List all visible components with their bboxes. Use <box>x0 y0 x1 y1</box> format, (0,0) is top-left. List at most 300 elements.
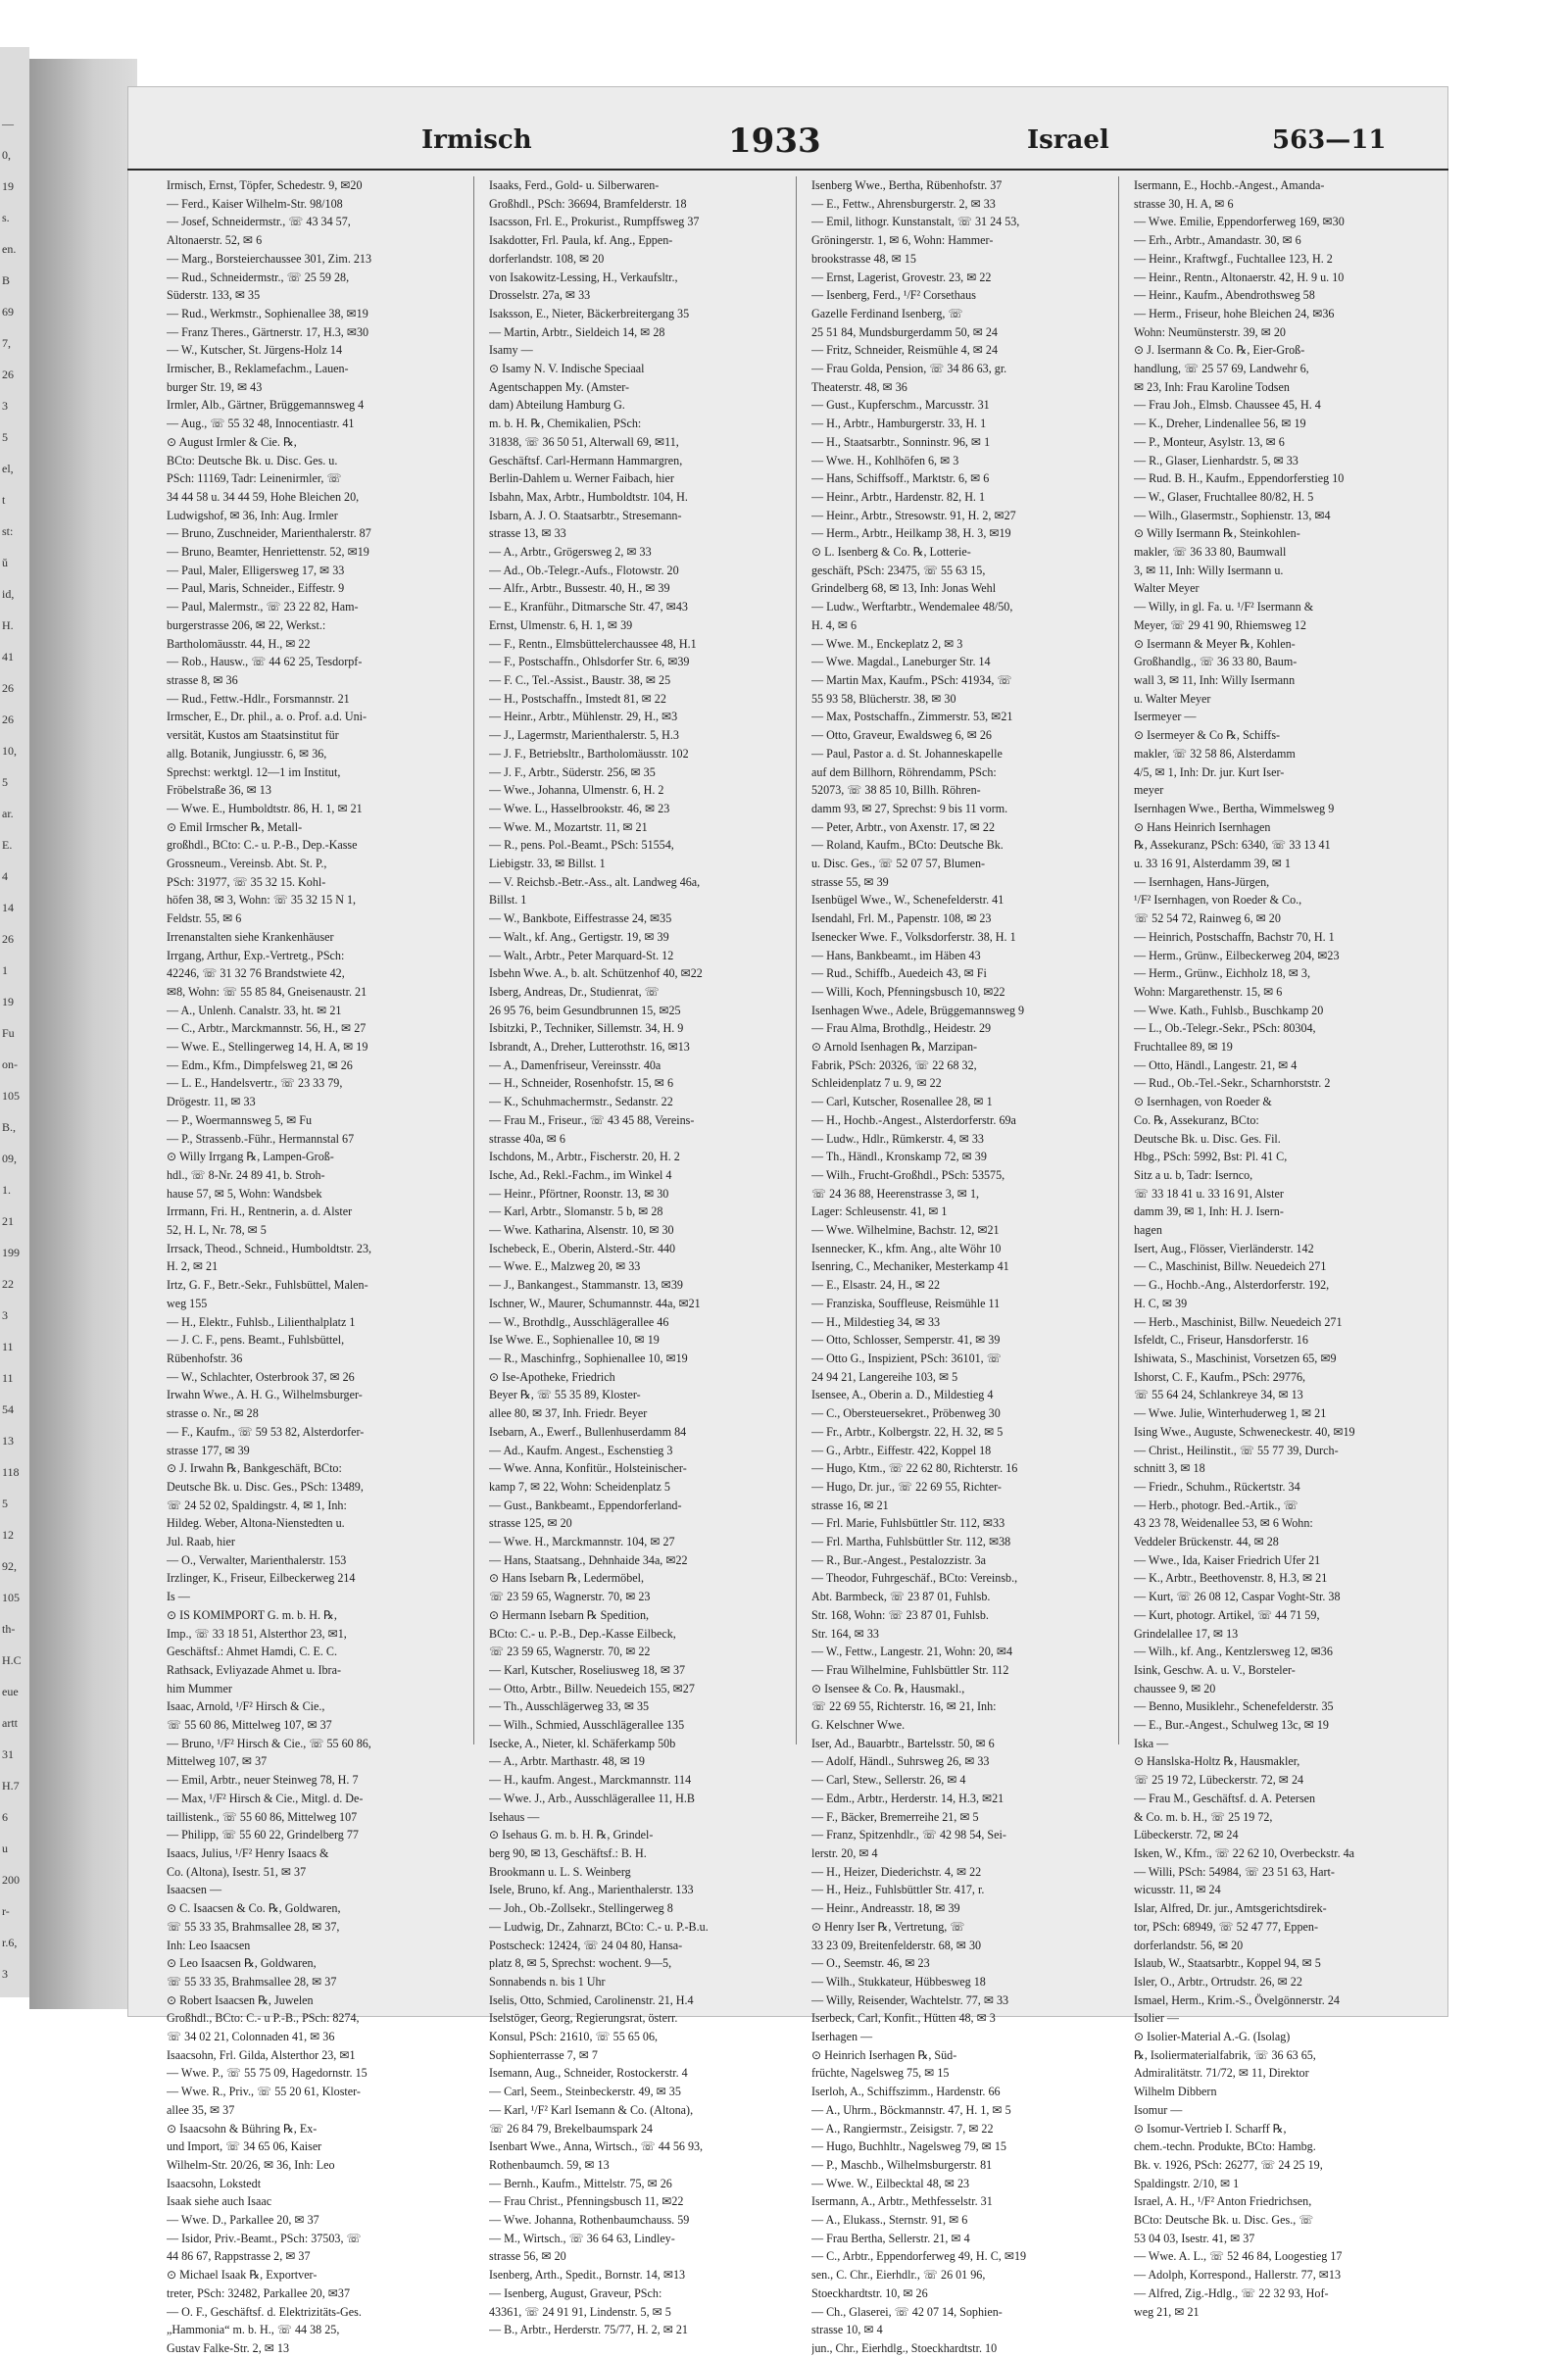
directory-entry-line: Isennecker, K., kfm. Ang., alte Wöhr 10 <box>811 1241 1002 1255</box>
directory-entry-line: Irrmann, Fri. H., Rentnerin, a. d. Alster <box>167 1204 353 1219</box>
previous-page-fragment: 09, <box>2 1152 17 1165</box>
directory-entry-line: chem.-techn. Produkte, BCto: Hambg. <box>1134 2139 1316 2154</box>
directory-entry-line: — Heinr., Kaufm., Abendrothsweg 58 <box>1134 288 1315 303</box>
directory-entry-line: — Wwe. Katharina, Alsenstr. 10, ✉ 30 <box>489 1223 674 1238</box>
directory-entry-line: — Wilh., Glasermstr., Sophienstr. 13, ✉4 <box>1134 508 1331 522</box>
directory-entry-line: — Herm., Friseur, hohe Bleichen 24, ✉36 <box>1134 306 1335 320</box>
directory-entry-line: Walter Meyer <box>1134 581 1200 596</box>
directory-entry-line: ℞, Assekuranz, PSch: 6340, ☏ 33 13 41 <box>1134 838 1331 853</box>
directory-entry-line: makler, ☏ 36 33 80, Baumwall <box>1134 545 1287 560</box>
directory-entry-line: — Otto, Händl., Langestr. 21, ✉ 4 <box>1134 1057 1298 1072</box>
directory-entry-line: ☏ 22 69 55, Richterstr. 16, ✉ 21, Inh: <box>811 1699 997 1714</box>
directory-entry-line: — Adolph, Korrespond., Hallerstr. 77, ✉13 <box>1134 2268 1342 2283</box>
directory-entry-line: — Karl, Kutscher, Roseliusweg 18, ✉ 37 <box>489 1662 686 1677</box>
directory-entry-line: — Herm., Grünw., Eilbeckerweg 204, ✉23 <box>1134 948 1340 962</box>
directory-entry-line: — Max, Postschaffn., Zimmerstr. 53, ✉21 <box>811 710 1013 724</box>
directory-entry-line: — Heinr., Pförtner, Roonstr. 13, ✉ 30 <box>489 1186 669 1201</box>
directory-entry-line: 3, ✉ 11, Inh: Willy Isermann u. <box>1134 563 1284 577</box>
directory-entry-line: versität, Kustos am Staatsinstitut für <box>167 728 339 743</box>
directory-entry-line: 42246, ☏ 31 32 76 Brandstwiete 42, <box>167 966 345 981</box>
directory-entry-line: Isolier — <box>1134 2011 1180 2026</box>
column-divider <box>473 176 474 1744</box>
directory-entry-line: — Wilh., Stukkateur, Hübbesweg 18 <box>811 1974 986 1989</box>
directory-entry-line: ⊙ L. Isenberg & Co. ℞, Lotterie- <box>811 545 971 560</box>
directory-entry-line: meyer <box>1134 783 1164 798</box>
directory-entry-line: — Herb., Maschinist, Billw. Neuedeich 271 <box>1134 1314 1343 1329</box>
previous-page-fragment: on- <box>2 1057 18 1071</box>
directory-entry-line: Stoeckhardtstr. 10, ✉ 26 <box>811 2285 928 2300</box>
directory-entry-line: Süderstr. 133, ✉ 35 <box>167 288 261 303</box>
directory-entry-line: — K., Dreher, Lindenallee 56, ✉ 19 <box>1134 417 1306 431</box>
directory-entry-line: Ising Wwe., Auguste, Schweneckestr. 40, ✉19 <box>1134 1424 1355 1439</box>
directory-entry-line: — Edm., Kfm., Dimpfelsweg 21, ✉ 26 <box>167 1057 353 1072</box>
directory-entry-line: — A., Uhrm., Böckmannstr. 47, H. 1, ✉ 5 <box>811 2102 1011 2117</box>
previous-page-fragment: 19 <box>2 995 14 1008</box>
directory-entry-line: ☏ 23 59 65, Wagnerstr. 70, ✉ 23 <box>489 1590 651 1604</box>
directory-entry-line: Isaacsohn, Frl. Gilda, Alsterthor 23, ✉1 <box>167 2047 356 2062</box>
directory-entry-line: — Bernh., Kaufm., Mittelstr. 75, ✉ 26 <box>489 2176 672 2190</box>
directory-entry-line: Irrgang, Arthur, Exp.-Vertretg., PSch: <box>167 948 345 962</box>
directory-entry-line: Grossneum., Vereinsb. Abt. St. P., <box>167 857 327 871</box>
column-divider <box>796 176 797 1744</box>
directory-entry-line: — Willi, Koch, Pfenningsbusch 10, ✉22 <box>811 984 1005 999</box>
directory-entry-line: Sophienterrasse 7, ✉ 7 <box>489 2047 598 2062</box>
directory-entry-line: Ischebeck, E., Oberin, Alsterd.-Str. 440 <box>489 1241 676 1255</box>
directory-entry-line: — J., Bankangest., Stammanstr. 13, ✉39 <box>489 1278 683 1293</box>
directory-entry-line: Islar, Alfred, Dr. jur., Amtsgerichtsdirek- <box>1134 1901 1327 1916</box>
directory-entry-line: Is — <box>167 1590 190 1604</box>
previous-page-fragment: 26 <box>2 368 14 381</box>
directory-entry-line: Gazelle Ferdinand Isenberg, ☏ <box>811 306 963 320</box>
directory-entry-line: ☏ 55 33 35, Brahmsallee 28, ✉ 37 <box>167 1974 337 1989</box>
directory-entry-line: 55 93 58, Blücherstr. 38, ✉ 30 <box>811 691 956 706</box>
directory-entry-line: u. 33 16 91, Alsterdamm 39, ✉ 1 <box>1134 857 1291 871</box>
previous-page-fragment: H.C <box>2 1653 22 1667</box>
directory-entry-line: strasse 16, ✉ 21 <box>811 1498 889 1512</box>
directory-entry-line: Isaak siehe auch Isaac <box>167 2194 272 2209</box>
previous-page-fragment: 26 <box>2 932 14 946</box>
column-1 <box>167 176 462 2358</box>
directory-entry-line: Meyer, ☏ 29 41 90, Rhiemsweg 12 <box>1134 617 1306 632</box>
directory-entry-line: Gustav Falke-Str. 2, ✉ 13 <box>167 2340 290 2355</box>
directory-entry-line: weg 155 <box>167 1296 208 1310</box>
directory-entry-line: — Willy, in gl. Fa. u. ¹/F² Isermann & <box>1134 600 1314 614</box>
directory-entry-line: Co. (Altona), Isestr. 51, ✉ 37 <box>167 1864 307 1879</box>
directory-entry-line: Isberg, Andreas, Dr., Studienrat, ☏ <box>489 984 660 999</box>
directory-entry-line: — Paul, Maler, Elligersweg 17, ✉ 33 <box>167 563 345 577</box>
directory-entry-line: — Wwe. E., Stellingerweg 14, H. A, ✉ 19 <box>167 1040 368 1055</box>
directory-entry-line: H. C, ✉ 39 <box>1134 1296 1188 1310</box>
header-last-name: Israel <box>1027 125 1109 155</box>
header-first-name: Irmisch <box>421 125 532 155</box>
directory-entry-line: — Max, ¹/F² Hirsch & Cie., Mitgl. d. De- <box>167 1791 364 1805</box>
directory-entry-line: — C., Maschinist, Billw. Neuedeich 271 <box>1134 1259 1327 1274</box>
directory-entry-line: Isenberg Wwe., Bertha, Rübenhofstr. 37 <box>811 178 1003 192</box>
directory-entry-line: — Paul, Malermstr., ☏ 23 22 82, Ham- <box>167 600 359 614</box>
directory-entry-line: — J. C. F., pens. Beamt., Fuhlsbüttel, <box>167 1333 345 1348</box>
directory-entry-line: burgerstrasse 206, ✉ 22, Werkst.: <box>167 617 326 632</box>
directory-entry-line: — E., Bur.-Angest., Schulweg 13c, ✉ 19 <box>1134 1718 1329 1733</box>
directory-entry-line: — Friedr., Schuhm., Rückertstr. 34 <box>1134 1479 1300 1494</box>
directory-entry-line: Ludwigshof, ✉ 36, Inh: Aug. Irmler <box>167 508 338 522</box>
directory-entry-line: 43361, ☏ 24 91 91, Lindenstr. 5, ✉ 5 <box>489 2304 671 2319</box>
directory-entry-line: hause 57, ✉ 5, Wohn: Wandsbek <box>167 1186 322 1201</box>
previous-page-fragment: 1. <box>2 1183 11 1197</box>
directory-entry-line: — Bruno, Zuschneider, Marienthalerstr. 87 <box>167 526 371 541</box>
directory-entry-line: — Carl, Kutscher, Rosenallee 28, ✉ 1 <box>811 1095 993 1109</box>
directory-entry-line: — Herm., Grünw., Eichholz 18, ✉ 3, <box>1134 966 1310 981</box>
previous-page-fragment: 118 <box>2 1465 20 1479</box>
directory-entry-line: — Bruno, Beamter, Henriettenstr. 52, ✉19 <box>167 545 369 560</box>
directory-entry-line: Isbrandt, A., Dreher, Lutterothstr. 16, ✉13 <box>489 1040 690 1055</box>
directory-entry-line: Großhdl., PSch: 36694, Bramfelderstr. 18 <box>489 196 687 211</box>
directory-entry-line: Isenbügel Wwe., W., Schenefelderstr. 41 <box>811 893 1004 908</box>
directory-entry-line: — Wwe. R., Priv., ☏ 55 20 61, Kloster- <box>167 2085 361 2099</box>
directory-entry-line: — Otto, Schlosser, Semperstr. 41, ✉ 39 <box>811 1333 1001 1348</box>
directory-entry-line: — Heinr., Arbtr., Mühlenstr. 29, H., ✉3 <box>489 710 678 724</box>
directory-entry-line: — J., Lagermstr, Marienthalerstr. 5, H.3 <box>489 728 679 743</box>
directory-entry-line: Isler, O., Arbtr., Ortrudstr. 26, ✉ 22 <box>1134 1974 1302 1989</box>
directory-entry-line: Drögestr. 11, ✉ 33 <box>167 1095 256 1109</box>
directory-entry-line: — Wwe. E., Humboldtstr. 86, H. 1, ✉ 21 <box>167 801 363 815</box>
directory-entry-line: — Rob., Hausw., ☏ 44 62 25, Tesdorpf- <box>167 655 363 669</box>
header-year: 1933 <box>728 122 821 161</box>
directory-entry-line: — Hans, Bankbeamt., im Häben 43 <box>811 948 981 962</box>
directory-entry-line: ✉8, Wohn: ☏ 55 85 84, Gneisenaustr. 21 <box>167 984 368 999</box>
directory-entry-line: strasse 40a, ✉ 6 <box>489 1131 565 1146</box>
directory-entry-line: — A., Arbtr. Marthastr. 48, ✉ 19 <box>489 1754 645 1769</box>
directory-entry-line: Islaub, W., Staatsarbtr., Koppel 94, ✉ 5 <box>1134 1956 1321 1971</box>
directory-entry-line: — Heinr., Arbtr., Hardenstr. 82, H. 1 <box>811 489 986 504</box>
previous-page-fragment: r.6, <box>2 1936 18 1949</box>
directory-entry-line: Ernst, Ulmenstr. 6, H. 1, ✉ 39 <box>489 617 633 632</box>
directory-entry-line: — W., Glaser, Fruchtallee 80/82, H. 5 <box>1134 489 1314 504</box>
directory-entry-line: — W., Schlachter, Osterbrook 37, ✉ 26 <box>167 1369 355 1384</box>
directory-entry-line: burger Str. 19, ✉ 43 <box>167 379 263 394</box>
directory-entry-line: G. Kelschner Wwe. <box>811 1718 906 1733</box>
directory-entry-line: — H., Arbtr., Hamburgerstr. 33, H. 1 <box>811 417 987 431</box>
directory-entry-line: Isenecker Wwe. F., Volksdorferstr. 38, H. 1 <box>811 929 1016 944</box>
directory-entry-line: — E., Fettw., Ahrensburgerstr. 2, ✉ 33 <box>811 196 996 211</box>
directory-entry-line: — K., Schuhmachermstr., Sedanstr. 22 <box>489 1095 673 1109</box>
directory-entry-line: — Fr., Arbtr., Kolbergstr. 22, H. 32, ✉ 5 <box>811 1424 1004 1439</box>
directory-entry-line: Isakdotter, Frl. Paula, kf. Ang., Eppen- <box>489 233 673 248</box>
directory-entry-line: wall 3, ✉ 11, Inh: Willy Isermann <box>1134 672 1296 687</box>
directory-entry-line: — M., Wirtsch., ☏ 36 64 63, Lindley- <box>489 2231 675 2245</box>
directory-entry-line: Admiralitätstr. 71/72, ✉ 11, Direktor <box>1134 2066 1309 2081</box>
directory-entry-line: — Wwe. Wilhelmine, Bachstr. 12, ✉21 <box>811 1223 1000 1238</box>
directory-entry-line: — Isernhagen, Hans-Jürgen, <box>1134 874 1270 889</box>
directory-entry-line: — Gust., Bankbeamt., Eppendorferland- <box>489 1498 682 1512</box>
directory-entry-line: — Rud., Ob.-Tel.-Sekr., Scharnhorststr. 2 <box>1134 1076 1331 1091</box>
directory-entry-line: — Heinrich, Postschaffn, Bachstr 70, H. 1 <box>1134 929 1335 944</box>
previous-page-fragment: Fu <box>2 1026 15 1040</box>
directory-entry-line: — K., Arbtr., Beethovenstr. 8, H.3, ✉ 21 <box>1134 1571 1328 1586</box>
page-number: 563—11 <box>1272 125 1387 155</box>
directory-entry-line: — Wwe. Johanna, Rothenbaumchauss. 59 <box>489 2213 690 2228</box>
directory-entry-line: — Frau Christ., Pfenningsbusch 11, ✉22 <box>489 2194 684 2209</box>
directory-entry-line: ⊙ Isamy N. V. Indische Speciaal <box>489 362 645 376</box>
previous-page-fragment: 6 <box>2 1810 8 1824</box>
directory-entry-line: lerstr. 20, ✉ 4 <box>811 1845 878 1860</box>
directory-entry-line: Isenbart Wwe., Anna, Wirtsch., ☏ 44 56 93, <box>489 2139 704 2154</box>
directory-entry-line: — Adolf, Händl., Suhrsweg 26, ✉ 33 <box>811 1754 990 1769</box>
directory-entry-line: — L., Ob.-Telegr.-Sekr., PSch: 80304, <box>1134 1021 1316 1036</box>
directory-entry-line: Jul. Raab, hier <box>167 1535 235 1549</box>
directory-entry-line: Str. 164, ✉ 33 <box>811 1626 879 1641</box>
directory-entry-line: — Wilh., Schmied, Ausschlägerallee 135 <box>489 1718 685 1733</box>
directory-entry-line: ⊙ Isehaus G. m. b. H. ℞, Grindel- <box>489 1828 654 1842</box>
directory-entry-line: — B., Arbtr., Herderstr. 75/77, H. 2, ✉ 21 <box>489 2323 688 2337</box>
directory-entry-line: Rothenbaumch. 59, ✉ 13 <box>489 2157 610 2172</box>
directory-entry-line: — Herm., Arbtr., Heilkamp 38, H. 3, ✉19 <box>811 526 1011 541</box>
directory-entry-line: — Ludw., Werftarbtr., Wendemalee 48/50, <box>811 600 1013 614</box>
directory-entry-line: — Isenberg, Ferd., ¹/F² Corsethaus <box>811 288 976 303</box>
directory-entry-line: allg. Botanik, Jungiusstr. 6, ✉ 36, <box>167 746 327 761</box>
directory-entry-line: — Th., Händl., Kronskamp 72, ✉ 39 <box>811 1150 987 1164</box>
previous-page-fragment: 69 <box>2 305 14 319</box>
directory-entry-line: Ishiwata, S., Maschinist, Vorsetzen 65, ✉9 <box>1134 1351 1337 1365</box>
directory-entry-line: — F., Bäcker, Bremerreihe 21, ✉ 5 <box>811 1809 979 1824</box>
directory-entry-line: weg 21, ✉ 21 <box>1134 2304 1200 2319</box>
directory-entry-line: ☏ 52 54 72, Rainweg 6, ✉ 20 <box>1134 911 1281 926</box>
directory-entry-line: — R., Bur.-Angest., Pestalozzistr. 3a <box>811 1552 987 1567</box>
directory-entry-line: Geschäftsf. Carl-Hermann Hammargren, <box>489 453 683 467</box>
directory-entry-line: ⊙ Isermeyer & Co ℞, Schiffs- <box>1134 728 1281 743</box>
directory-entry-line: — Frl. Marie, Fuhlsbüttler Str. 112, ✉33 <box>811 1516 1005 1531</box>
directory-entry-line: — Wwe. H., Kohlhöfen 6, ✉ 3 <box>811 453 959 467</box>
directory-entry-line: Liebigstr. 33, ✉ Billst. 1 <box>489 857 606 871</box>
previous-page-fragment: 3 <box>2 399 8 413</box>
directory-entry-line: Ischdons, M., Arbtr., Fischerstr. 20, H. 2 <box>489 1150 680 1164</box>
directory-entry-line: ☏ 33 18 41 u. 33 16 91, Alster <box>1134 1186 1284 1201</box>
directory-entry-line: von Isakowitz-Lessing, H., Verkaufsltr., <box>489 270 678 284</box>
directory-entry-line: Isecke, A., Nieter, kl. Schäferkamp 50b <box>489 1736 676 1750</box>
directory-entry-line: — O., Verwalter, Marienthalerstr. 153 <box>167 1552 347 1567</box>
directory-entry-line: H. 2, ✉ 21 <box>167 1259 219 1274</box>
directory-entry-line: makler, ☏ 32 58 86, Alsterdamm <box>1134 746 1296 761</box>
previous-page-fragment: 11 <box>2 1340 14 1353</box>
directory-entry-line: ⊙ Michael Isaak ℞, Exportver- <box>167 2268 318 2283</box>
directory-entry-line: ⊙ Isermann & Meyer ℞, Kohlen- <box>1134 636 1296 651</box>
directory-entry-line: — H., Heizer, Diederichstr. 4, ✉ 22 <box>811 1864 982 1879</box>
directory-entry-line: — O., Seemstr. 46, ✉ 23 <box>811 1956 930 1971</box>
directory-entry-line: Wohn: Margarethenstr. 15, ✉ 6 <box>1134 984 1283 999</box>
directory-entry-line: strasse 30, H. A, ✉ 6 <box>1134 196 1234 211</box>
directory-entry-line: damm 93, ✉ 27, Sprechst: 9 bis 11 vorm. <box>811 801 1008 815</box>
directory-entry-line: ⊙ Hermann Isebarn ℞ Spedition, <box>489 1607 650 1622</box>
directory-entry-line: 34 44 58 u. 34 44 59, Hohe Bleichen 20, <box>167 489 360 504</box>
directory-entry-line: Isacsson, Frl. E., Prokurist., Rumpffsweg 37 <box>489 215 700 229</box>
directory-entry-line: Irwahn Wwe., A. H. G., Wilhelmsburger- <box>167 1388 363 1402</box>
directory-entry-line: ⊙ Willy Isermann ℞, Steinkohlen- <box>1134 526 1300 541</box>
directory-entry-line: — H., Staatsarbtr., Sonninstr. 96, ✉ 1 <box>811 434 991 449</box>
directory-entry-line: — Otto, Graveur, Ewaldsweg 6, ✉ 26 <box>811 728 992 743</box>
directory-entry-line: Mittelweg 107, ✉ 37 <box>167 1754 268 1769</box>
previous-page-fragment: t <box>2 493 6 507</box>
previous-page-fragment: 21 <box>2 1214 14 1228</box>
book-gutter <box>29 59 137 2009</box>
directory-entry-line: Spaldingstr. 2/10, ✉ 1 <box>1134 2176 1240 2190</box>
directory-entry-line: Isert, Aug., Flösser, Vierländerstr. 142 <box>1134 1241 1314 1255</box>
directory-entry-line: — H., Elektr., Fuhlsb., Lilienthalplatz 1 <box>167 1314 356 1329</box>
directory-entry-line: hdl., ☏ 8-Nr. 24 89 41, b. Stroh- <box>167 1167 325 1182</box>
directory-entry-line: — H., Mildestieg 34, ✉ 33 <box>811 1314 941 1329</box>
directory-entry-line: — Emil, Arbtr., neuer Steinweg 78, H. 7 <box>167 1773 359 1788</box>
directory-entry-line: Sitz a u. b, Tadr: Isernco, <box>1134 1167 1253 1182</box>
directory-entry-line: Deutsche Bk. u. Disc. Ges., PSch: 13489, <box>167 1479 364 1494</box>
directory-entry-line: — Rud., Werkmstr., Sophienallee 38, ✉19 <box>167 306 368 320</box>
directory-entry-line: ☏ 55 64 24, Schlankreye 34, ✉ 13 <box>1134 1388 1303 1402</box>
directory-entry-line: — J. F., Arbtr., Süderstr. 256, ✉ 35 <box>489 764 656 779</box>
directory-entry-line: — Isidor, Priv.-Beamt., PSch: 37503, ☏ <box>167 2231 362 2245</box>
directory-entry-line: Altonaerstr. 52, ✉ 6 <box>167 233 263 248</box>
directory-entry-line: Iserloh, A., Schiffszimm., Hardenstr. 66 <box>811 2085 1001 2099</box>
directory-entry-line: — Wilh., kf. Ang., Kentzlersweg 12, ✉36 <box>1134 1645 1333 1659</box>
directory-entry-line: — R., Glaser, Lienhardstr. 5, ✉ 33 <box>1134 453 1298 467</box>
directory-entry-line: ⊙ Leo Isaacsen ℞, Goldwaren, <box>167 1956 317 1971</box>
directory-entry-line: wicusstr. 11, ✉ 24 <box>1134 1883 1221 1897</box>
directory-entry-line: auf dem Billhorn, Röhrendamm, PSch: <box>811 764 997 779</box>
directory-entry-line: ⊙ Hans Isebarn ℞, Ledermöbel, <box>489 1571 644 1586</box>
directory-entry-line: — G., Hochb.-Ang., Alsterdorferstr. 192, <box>1134 1278 1330 1293</box>
previous-page-fragment: 26 <box>2 712 14 726</box>
directory-entry-line: ⊙ Willy Irrgang ℞, Lampen-Groß- <box>167 1150 334 1164</box>
directory-entry-line: Ische, Ad., Rekl.-Fachm., im Winkel 4 <box>489 1167 672 1182</box>
previous-page-fragment: th- <box>2 1622 16 1636</box>
directory-entry-line: 25 51 84, Mundsburgerdamm 50, ✉ 24 <box>811 324 998 339</box>
directory-entry-line: Isaaks, Ferd., Gold- u. Silberwaren- <box>489 178 660 192</box>
directory-entry-line: — Philipp, ☏ 55 60 22, Grindelberg 77 <box>167 1828 359 1842</box>
directory-entry-line: höfen 38, ✉ 3, Wohn: ☏ 35 32 15 N 1, <box>167 893 357 908</box>
directory-entry-line: ⊙ Emil Irmscher ℞, Metall- <box>167 819 303 834</box>
directory-entry-line: — P., Strassenb.-Führ., Hermannstal 67 <box>167 1131 355 1146</box>
directory-entry-line: — F., Kaufm., ☏ 59 53 82, Alsterdorfer- <box>167 1424 365 1439</box>
column-2 <box>489 176 784 2339</box>
directory-entry-line: Ischner, W., Maurer, Schumannstr. 44a, ✉21 <box>489 1296 701 1310</box>
directory-entry-line: Lager: Schleusenstr. 41, ✉ 1 <box>811 1204 948 1219</box>
directory-entry-line: geschäft, PSch: 23475, ☏ 55 63 15, <box>811 563 986 577</box>
directory-entry-line: Ismael, Herm., Krim.-S., Övelgönnerstr. 24 <box>1134 1992 1340 2007</box>
directory-entry-line: ⊙ Arnold Isenhagen ℞, Marzipan- <box>811 1040 978 1055</box>
directory-entry-line: Isendahl, Frl. M., Papenstr. 108, ✉ 23 <box>811 911 992 926</box>
directory-entry-line: — W., Fettw., Langestr. 21, Wohn: 20, ✉4 <box>811 1645 1013 1659</box>
directory-entry-line: — G., Arbtr., Eiffestr. 422, Koppel 18 <box>811 1443 992 1457</box>
directory-entry-line: — Frau Joh., Elmsb. Chaussee 45, H. 4 <box>1134 398 1321 413</box>
header-rule <box>127 169 1448 171</box>
directory-entry-line: Isken, W., Kfm., ☏ 22 62 10, Overbeckstr. 4a <box>1134 1845 1355 1860</box>
directory-entry-line: — Otto G., Inspizient, PSch: 36101, ☏ <box>811 1351 1002 1365</box>
directory-entry-line: — W., Bankbote, Eiffestrasse 24, ✉35 <box>489 911 672 926</box>
directory-entry-line: — Isenberg, August, Graveur, PSch: <box>489 2285 662 2300</box>
directory-entry-line: Hbg., PSch: 5992, Bst: Pl. 41 C, <box>1134 1150 1288 1164</box>
directory-entry-line: Isaksson, E., Nieter, Bäckerbreitergang 35 <box>489 306 690 320</box>
directory-entry-line: brookstrasse 48, ✉ 15 <box>811 251 916 266</box>
previous-page-edge <box>0 47 29 1997</box>
directory-columns <box>167 176 1427 2355</box>
directory-entry-line: — Wwe. E., Malzweg 20, ✉ 33 <box>489 1259 641 1274</box>
directory-entry-line: — Frau M., Geschäftsf. d. A. Petersen <box>1134 1791 1316 1805</box>
directory-entry-line: — Hugo, Dr. jur., ☏ 22 69 55, Richter- <box>811 1479 1002 1494</box>
directory-entry-line: — Karl, Arbtr., Slomanstr. 5 b, ✉ 28 <box>489 1204 663 1219</box>
directory-entry-line: — Wwe. Julie, Winterhuderweg 1, ✉ 21 <box>1134 1406 1327 1421</box>
directory-entry-line: — H., Hochb.-Angest., Alsterdorferstr. 69a <box>811 1112 1016 1127</box>
directory-entry-line: 52, H. L, Nr. 78, ✉ 5 <box>167 1223 267 1238</box>
directory-entry-line: Berlin-Dahlem u. Werner Faibach, hier <box>489 471 674 486</box>
previous-page-fragment: u <box>2 1842 8 1855</box>
directory-entry-line: — Wwe. M., Mozartstr. 11, ✉ 21 <box>489 819 648 834</box>
directory-entry-line: — Theodor, Fuhrgeschäf., BCto: Vereinsb., <box>811 1571 1018 1586</box>
directory-entry-line: — Bruno, ¹/F² Hirsch & Cie., ☏ 55 60 86, <box>167 1736 371 1750</box>
directory-entry-line: Isaacsen — <box>167 1883 222 1897</box>
directory-entry-line: — Erh., Arbtr., Amandastr. 30, ✉ 6 <box>1134 233 1301 248</box>
directory-entry-line: dorferlandstr. 108, ✉ 20 <box>489 251 605 266</box>
column-3 <box>811 176 1106 2358</box>
directory-entry-line: — Willi, PSch: 54984, ☏ 23 51 63, Hart- <box>1134 1864 1335 1879</box>
directory-entry-line: Großhdl., BCto: C.- u P.-B., PSch: 8274, <box>167 2011 360 2026</box>
previous-page-fragment: 10, <box>2 744 17 758</box>
directory-entry-line: strasse 125, ✉ 20 <box>489 1516 572 1531</box>
directory-entry-line: ⊙ Heinrich Iserhagen ℞, Süd- <box>811 2047 957 2062</box>
directory-entry-line: 4/5, ✉ 1, Inh: Dr. jur. Kurt Iser- <box>1134 764 1285 779</box>
directory-entry-line: tor, PSch: 68949, ☏ 52 47 77, Eppen- <box>1134 1919 1318 1934</box>
directory-entry-line: — Kurt, photogr. Artikel, ☏ 44 71 59, <box>1134 1607 1320 1622</box>
directory-entry-line: Iserbeck, Carl, Konfit., Hütten 48, ✉ 3 <box>811 2011 996 2026</box>
directory-entry-line: Feldstr. 55, ✉ 6 <box>167 911 242 926</box>
directory-entry-line: Str. 168, Wohn: ☏ 23 87 01, Fuhlsb. <box>811 1607 989 1622</box>
directory-entry-line: strasse 55, ✉ 39 <box>811 874 889 889</box>
directory-entry-line: — J. F., Betriebsltr., Bartholomäusstr. 102 <box>489 746 689 761</box>
directory-entry-line: ¹/F² Isernhagen, von Roeder & Co., <box>1134 893 1302 908</box>
directory-entry-line: Gröningerstr. 1, ✉ 6, Wohn: Hammer- <box>811 233 994 248</box>
directory-entry-line: Isaacs, Julius, ¹/F² Henry Isaacs & <box>167 1845 329 1860</box>
directory-entry-line: ⊙ Isolier-Material A.-G. (Isolag) <box>1134 2030 1291 2044</box>
directory-entry-line: — Ernst, Lagerist, Grovestr. 23, ✉ 22 <box>811 270 992 284</box>
previous-page-fragment: 31 <box>2 1747 14 1761</box>
directory-entry-line: ⊙ J. Irwahn ℞, Bankgeschäft, BCto: <box>167 1461 342 1476</box>
previous-page-fragment: E. <box>2 838 13 852</box>
directory-entry-line: — R., Maschinfrg., Sophienallee 10, ✉19 <box>489 1351 688 1365</box>
previous-page-fragment: eue <box>2 1685 19 1698</box>
directory-entry-line: Brookmann u. L. S. Weinberg <box>489 1864 631 1879</box>
directory-entry-line: Abt. Barmbeck, ☏ 23 87 01, Fuhlsb. <box>811 1590 991 1604</box>
directory-entry-line: u. Disc. Ges., ☏ 52 07 57, Blumen- <box>811 857 986 871</box>
directory-entry-line: — Rud., Fettw.-Hdlr., Forsmannstr. 21 <box>167 691 350 706</box>
directory-entry-line: Rübenhofstr. 36 <box>167 1351 243 1365</box>
directory-entry-line: jun., Chr., Eierhdlg., Stoeckhardtstr. 10 <box>811 2340 998 2355</box>
directory-entry-line: — E., Kranführ., Ditmarsche Str. 47, ✉43 <box>489 600 688 614</box>
directory-entry-line: — H., Postschaffn., Imstedt 81, ✉ 22 <box>489 691 666 706</box>
directory-entry-line: — Ad., Kaufm. Angest., Eschenstieg 3 <box>489 1443 673 1457</box>
directory-entry-line: Ishorst, C. F., Kaufm., PSch: 29776, <box>1134 1369 1306 1384</box>
directory-entry-line: dorferlandstr. 56, ✉ 20 <box>1134 1938 1244 1952</box>
previous-page-fragment: 14 <box>2 901 14 914</box>
directory-entry-line: H. 4, ✉ 6 <box>811 617 858 632</box>
directory-entry-line: ⊙ Isernhagen, von Roeder & <box>1134 1095 1272 1109</box>
directory-entry-line: dam) Abteilung Hamburg G. <box>489 398 625 413</box>
directory-entry-line: — Rud. B. H., Kaufm., Eppendorferstieg 10 <box>1134 471 1345 486</box>
directory-entry-line: Agentschappen My. (Amster- <box>489 379 630 394</box>
directory-entry-line: — Marg., Borsteierchaussee 301, Zim. 213 <box>167 251 372 266</box>
directory-entry-line: Rathsack, Evliyazade Ahmet u. Ibra- <box>167 1662 341 1677</box>
directory-entry-line: — Wwe. Anna, Konfitür., Holsteinischer- <box>489 1461 687 1476</box>
previous-page-fragment: 5 <box>2 1497 8 1510</box>
directory-entry-line: Imp., ☏ 33 18 51, Alsterthor 23, ✉1, <box>167 1626 347 1641</box>
directory-entry-line: — Frau Golda, Pension, ☏ 34 86 63, gr. <box>811 362 1007 376</box>
directory-entry-line: BCto: Deutsche Bk. u. Disc. Ges. u. <box>167 453 338 467</box>
previous-page-fragment: st: <box>2 524 14 538</box>
directory-entry-line: platz 8, ✉ 5, Sprechst: wochent. 9—5, <box>489 1956 672 1971</box>
